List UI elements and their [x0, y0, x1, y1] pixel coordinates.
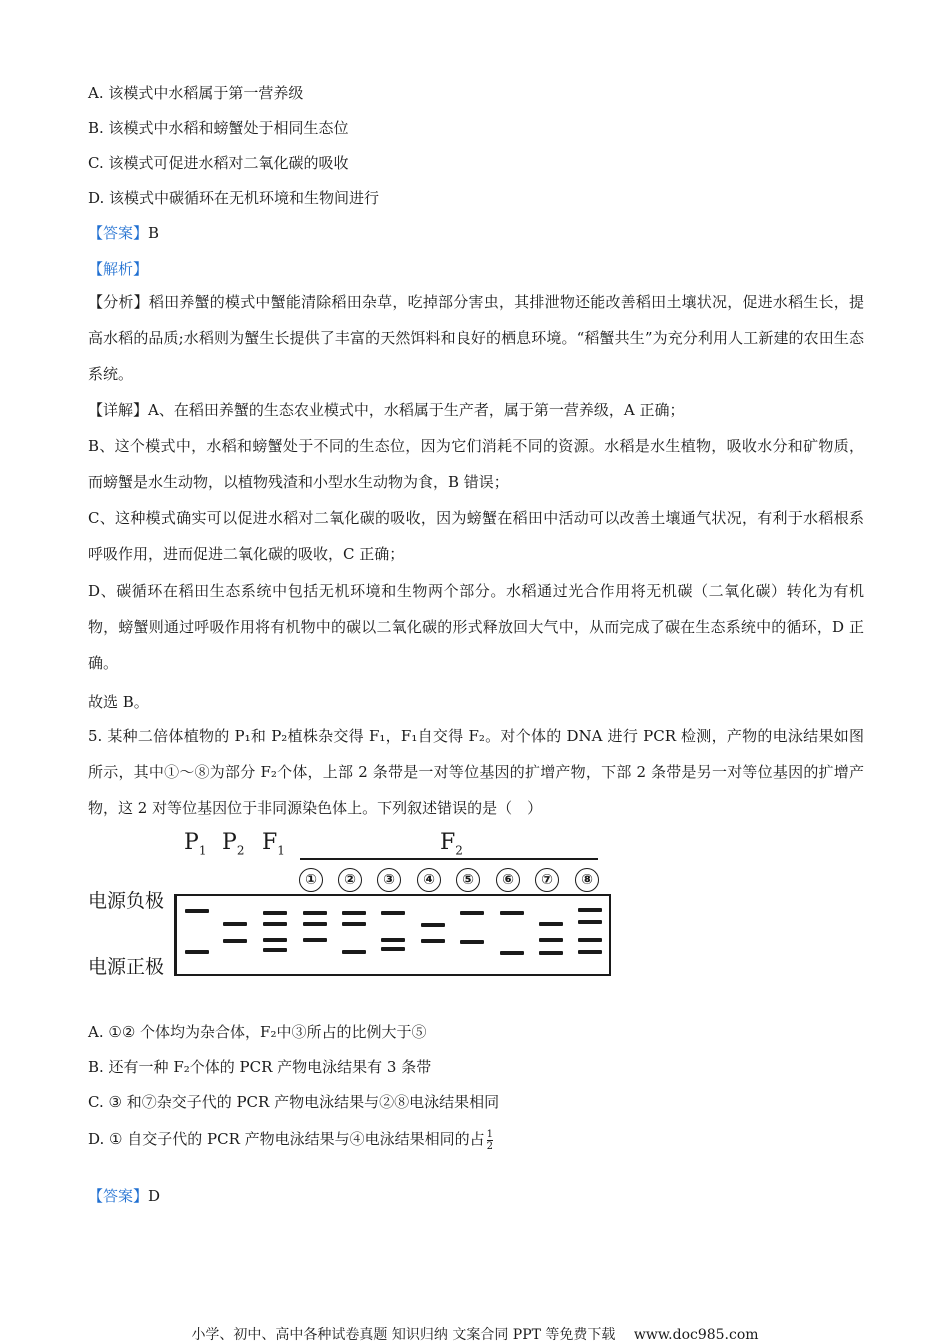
option-d: D. 该模式中碳循环在无机环境和生物间进行 — [88, 189, 380, 207]
band-lane8-4 — [578, 950, 602, 954]
q5-option-c: C. ③ 和⑦杂交子代的 PCR 产物电泳结果与②⑧电泳结果相同 — [88, 1093, 500, 1111]
answer-value: B — [148, 224, 160, 242]
option-b: B. 该模式中水稻和螃蟹处于相同生态位 — [88, 119, 349, 137]
q5-option-d — [88, 1128, 493, 1152]
analysis-head: 【分析】 — [88, 293, 149, 311]
band-lane7-1 — [539, 922, 563, 926]
band-lane2-3 — [342, 950, 366, 954]
lane-3-label: ③ — [377, 868, 401, 892]
label-f1: $F_1$ — [262, 830, 285, 858]
answer-line — [88, 222, 159, 243]
positive-electrode-label: 电源正极 — [88, 956, 165, 978]
analysis-text: 稻田养蟹的模式中蟹能清除稻田杂草，吃掉部分害虫，其排泄物还能改善稻田土壤状况，促进水稻生长，提高水稻的品质;水稻则为蟹生长提供了丰富的天然饵料和良好的栖息环境。“稻蟹共生”为充分利用人工新建的农田生态系统。 — [88, 293, 864, 383]
q5-answer-value: D — [148, 1187, 161, 1205]
detail-b: B、这个模式中，水稻和螃蟹处于不同的生态位，因为它们消耗不同的资源。水稻是水生植物，吸收水分和矿物质，而螃蟹是水生动物，以植物残渣和小型水生动物为食，B 错误； — [88, 437, 864, 491]
lane-1-label: ① — [299, 868, 323, 892]
lane-8-label: ⑧ — [575, 868, 599, 892]
analysis-paragraph — [88, 284, 864, 392]
fraction-one-half — [487, 1129, 493, 1152]
band-lane3-2 — [381, 938, 405, 942]
question5-stem: 5. 某种二倍体植物的 P₁和 P₂植株杂交得 F₁，F₁自交得 F₂。对个体的 DNA 进行 PCR 检测，产物的电泳结果如图所示，其中①～⑧为部分 F₂个体，上部 2 条带是一对等位基因的扩增产物，下部 2 条带是另一对等位基因的扩增产物，这 2 对等位基因位于非同源染色体上。下列叙述错误的是（ ） — [88, 727, 864, 817]
band-lane3-1 — [381, 911, 405, 915]
page-footer: 小学、初中、高中各种试卷真题 知识归纳 文案合同 PPT 等免费下载 www.doc985.com — [191, 1327, 759, 1343]
band-lane1-3 — [303, 938, 327, 942]
band-lane8-2 — [578, 920, 602, 924]
band-f1-2 — [263, 922, 287, 926]
label-f2: $F_2$ — [440, 830, 463, 858]
lane-4-label: ④ — [417, 868, 441, 892]
band-f1-3 — [263, 938, 287, 942]
band-lane6-2 — [500, 951, 524, 955]
band-lane7-2 — [539, 938, 563, 942]
option-a: A. 该模式中水稻属于第一营养级 — [88, 84, 304, 102]
q5-option-a: A. ①② 个体均为杂合体，F₂中③所占的比例大于⑤ — [88, 1023, 427, 1041]
detail-c: C、这种模式确实可以促进水稻对二氧化碳的吸收，因为螃蟹在稻田中活动可以改善土壤通气状况，有利于水稻根系呼吸作用，进而促进二氧化碳的吸收，C 正确； — [88, 509, 864, 563]
band-lane7-3 — [539, 951, 563, 955]
q5-answer-tag: 【答案】 — [88, 1187, 149, 1205]
band-lane5-1 — [460, 911, 484, 915]
fraction-denominator: 2 — [486, 1140, 494, 1152]
analysis-tag: 【解析】 — [88, 260, 149, 278]
band-p1-1 — [185, 909, 209, 913]
negative-electrode-label: 电源负极 — [88, 890, 165, 912]
fraction-numerator: 1 — [486, 1128, 494, 1140]
band-lane3-3 — [381, 947, 405, 951]
band-lane1-1 — [303, 911, 327, 915]
detail-a: A、在稻田养蟹的生态农业模式中，水稻属于生产者，属于第一营养级，A 正确； — [148, 401, 685, 419]
q5-option-d-text: D. ① 自交子代的 PCR 产物电泳结果与④电泳结果相同的占 — [88, 1130, 485, 1148]
band-lane5-2 — [460, 940, 484, 944]
lane-6-label: ⑥ — [496, 868, 520, 892]
f2-bracket-line — [300, 858, 598, 860]
band-lane2-2 — [342, 922, 366, 926]
band-lane2-1 — [342, 911, 366, 915]
band-p1-2 — [185, 950, 209, 954]
band-lane4-1 — [421, 923, 445, 927]
detail-d: D、碳循环在稻田生态系统中包括无机环境和生物两个部分。水稻通过光合作用将无机碳（二氧化碳）转化为有机物，螃蟹则通过呼吸作用将有机物中的碳以二氧化碳的形式释放回大气中，从而完成了碳在生态系统中的循环，D 正确。 — [88, 582, 864, 672]
option-c: C. 该模式可促进水稻对二氧化碳的吸收 — [88, 154, 349, 172]
detail-head: 【详解】 — [88, 401, 149, 419]
detail-a-paragraph — [88, 392, 864, 428]
label-p1: $P_1$ — [184, 830, 207, 858]
band-lane1-2 — [303, 922, 327, 926]
band-f1-1 — [263, 911, 287, 915]
band-p2-2 — [223, 939, 247, 943]
label-p2: $P_2$ — [222, 830, 245, 858]
lane-2-label: ② — [338, 868, 362, 892]
answer-tag: 【答案】 — [88, 224, 149, 242]
lane-5-label: ⑤ — [456, 868, 480, 892]
band-lane8-1 — [578, 908, 602, 912]
gel-box — [174, 894, 611, 976]
band-p2-1 — [223, 922, 247, 926]
conclusion: 故选 B。 — [88, 693, 149, 711]
band-lane8-3 — [578, 938, 602, 942]
electrophoresis-figure — [88, 828, 628, 978]
q5-option-b: B. 还有一种 F₂个体的 PCR 产物电泳结果有 3 条带 — [88, 1058, 432, 1076]
band-f1-4 — [263, 948, 287, 952]
band-lane6-1 — [500, 911, 524, 915]
band-lane4-2 — [421, 939, 445, 943]
lane-7-label: ⑦ — [535, 868, 559, 892]
q5-answer-line — [88, 1185, 160, 1206]
